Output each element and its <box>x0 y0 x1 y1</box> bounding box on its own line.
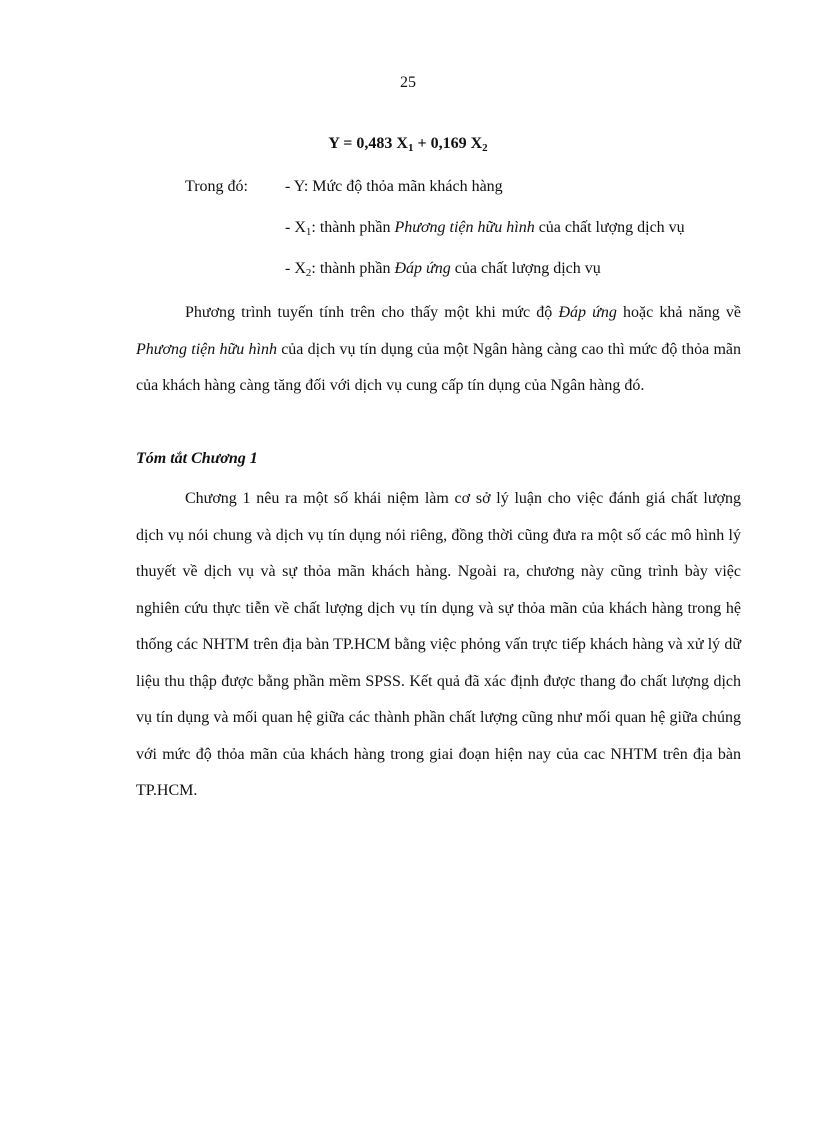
definition-x2 <box>285 260 601 279</box>
definition-x1 <box>285 219 685 238</box>
paragraph1-part3: của dịch vụ tín dụng của một Ngân hàng càng cao thì mức độ thỏa mãn của khách hàng càng tăng đối với dịch vụ cung cấp tín dụng của Ngân hàng đó. <box>136 340 742 394</box>
regression-equation <box>0 135 816 154</box>
definition-x1-prefix: - X <box>285 219 306 236</box>
equation-lhs: Y = 0,483 X <box>328 135 408 152</box>
paragraph1-italic2: Phương tiện hữu hình <box>136 340 277 358</box>
definition-x1-text-b: của chất lượng dịch vụ <box>534 219 685 236</box>
equation-mid: + 0,169 X <box>413 135 483 152</box>
definition-y: - Y: Mức độ thỏa mãn khách hàng <box>285 178 503 195</box>
definition-x2-text-a: : thành phần <box>311 260 395 277</box>
interpretation-paragraph <box>136 295 741 405</box>
definition-x1-subscript: 1 <box>305 226 312 238</box>
page-number: 25 <box>400 74 416 91</box>
definition-x2-prefix: - X <box>285 260 306 277</box>
definition-x2-italic: Đáp ứng <box>394 260 451 277</box>
definition-x1-italic: Phương tiện hữu hình <box>394 219 535 236</box>
definition-x1-text-a: : thành phần <box>311 219 395 236</box>
paragraph1-part2: hoặc khả năng về <box>616 304 742 321</box>
definition-x2-subscript: 2 <box>305 267 312 279</box>
definition-x2-text-b: của chất lượng dịch vụ <box>450 260 601 277</box>
equation-x1-subscript: 1 <box>407 142 414 154</box>
paragraph1-italic1: Đáp ứng <box>558 304 617 321</box>
definitions-label: Trong đó: <box>185 178 248 195</box>
section-heading: Tóm tắt Chương 1 <box>136 450 258 467</box>
equation-x2-subscript: 2 <box>482 142 488 154</box>
summary-paragraph: Chương 1 nêu ra một số khái niệm làm cơ sở lý luận cho việc đánh giá chất lượng dịch vụ nói chung và dịch vụ tín dụng nói riêng, đồng thời cũng đưa ra một số các mô hình lý thuyết về dịch vụ và sự thỏa mãn khách hàng. Ngoài ra, chương này cũng trình bày việc nghiên cứu thực tiễn về chất lượng dịch vụ tín dụng và sự thỏa mãn của khách hàng trong hệ thống các NHTM trên địa bàn TP.HCM bằng việc phỏng vấn trực tiếp khách hàng và xử lý dữ liệu thu thập được bằng phần mềm SPSS. Kết quả đã xác định được thang đo chất lượng dịch vụ tín dụng và mối quan hệ giữa các thành phần chất lượng cũng như mối quan hệ giữa chúng với mức độ thỏa mãn của khách hàng trong giai đoạn hiện nay của cac NHTM trên địa bàn TP.HCM. <box>136 490 741 799</box>
paragraph1-part1: Phương trình tuyến tính trên cho thấy một khi mức độ <box>185 304 559 321</box>
